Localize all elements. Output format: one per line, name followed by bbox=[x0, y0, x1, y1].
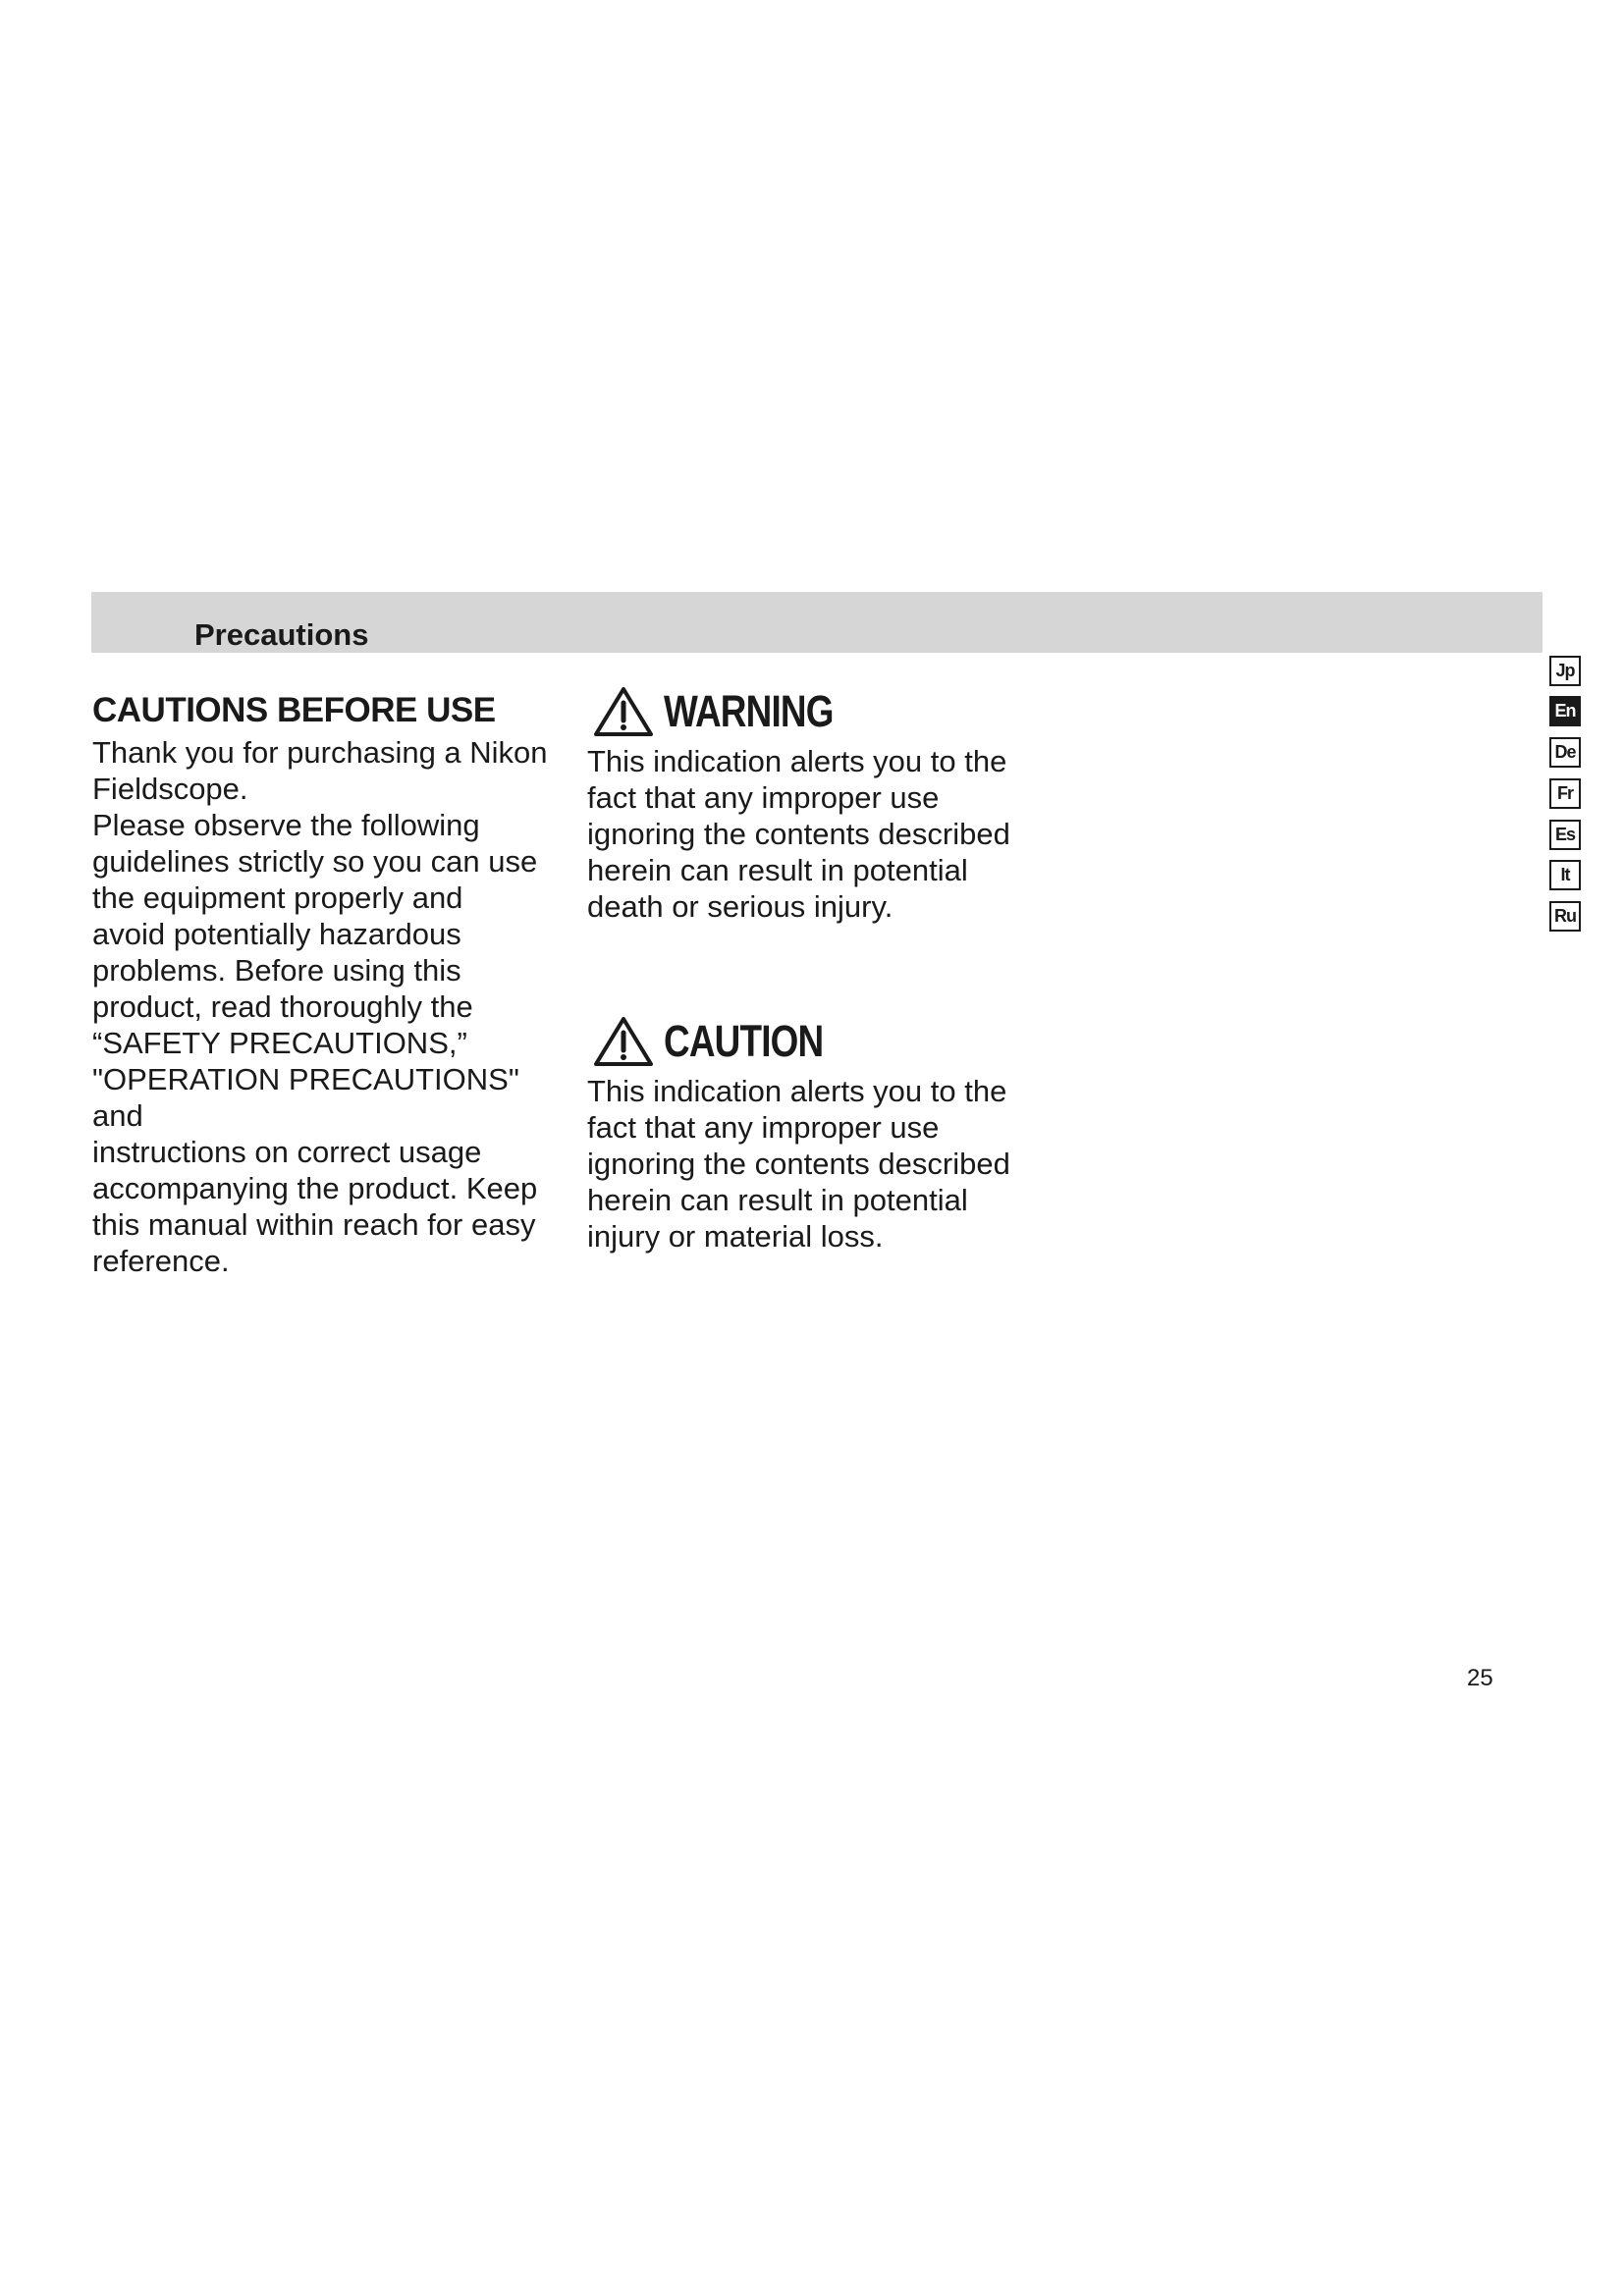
warning-line: death or serious injury. bbox=[587, 889, 893, 924]
caution-line: fact that any improper use bbox=[587, 1110, 940, 1145]
caution-line: This indication alerts you to the bbox=[587, 1074, 1007, 1108]
section-header-bar bbox=[91, 592, 1543, 653]
intro-line: avoid potentially hazardous bbox=[92, 917, 461, 951]
intro-line: guidelines strictly so you can use bbox=[92, 844, 538, 879]
caution-line: herein can result in potential bbox=[587, 1183, 968, 1217]
caution-title: CAUTION bbox=[664, 1016, 824, 1066]
intro-line: “SAFETY PRECAUTIONS,” bbox=[92, 1026, 467, 1060]
intro-line: Please observe the following bbox=[92, 808, 480, 842]
section-title: Precautions bbox=[194, 617, 369, 652]
warning-line: herein can result in potential bbox=[587, 853, 968, 887]
language-tab-es[interactable]: Es bbox=[1549, 820, 1581, 850]
cautions-before-use-section bbox=[92, 687, 564, 1279]
language-tab-jp[interactable]: Jp bbox=[1549, 656, 1581, 686]
intro-line: instructions on correct usage bbox=[92, 1135, 482, 1169]
language-tab-en[interactable]: En bbox=[1549, 696, 1581, 726]
intro-line: Thank you for purchasing a Nikon bbox=[92, 735, 548, 770]
page-number: 25 bbox=[1467, 1665, 1493, 1691]
warning-triangle-icon bbox=[593, 1016, 654, 1067]
intro-line: product, read thoroughly the bbox=[92, 989, 473, 1024]
intro-line: this manual within reach for easy bbox=[92, 1207, 536, 1242]
language-tab-ru[interactable]: Ru bbox=[1549, 901, 1581, 932]
language-tab-fr[interactable]: Fr bbox=[1549, 778, 1581, 809]
cautions-heading: CAUTIONS BEFORE USE bbox=[92, 691, 496, 729]
warning-section bbox=[587, 682, 1098, 925]
language-tab-it[interactable]: It bbox=[1549, 860, 1581, 890]
warning-heading bbox=[587, 682, 1098, 741]
intro-line: reference. bbox=[92, 1244, 230, 1278]
language-tab-de[interactable]: De bbox=[1549, 737, 1581, 768]
intro-line: Fieldscope. bbox=[92, 772, 248, 806]
caution-heading bbox=[587, 1012, 1098, 1071]
caution-section bbox=[587, 1012, 1098, 1255]
caution-line: ignoring the contents described bbox=[587, 1147, 1010, 1181]
intro-line: the equipment properly and bbox=[92, 881, 463, 915]
warning-line: ignoring the contents described bbox=[587, 817, 1010, 851]
warning-line: fact that any improper use bbox=[587, 780, 940, 815]
caution-line: injury or material loss. bbox=[587, 1219, 884, 1254]
intro-line: "OPERATION PRECAUTIONS" and bbox=[92, 1062, 519, 1133]
warning-title: WARNING bbox=[664, 686, 834, 736]
warning-triangle-icon bbox=[593, 686, 654, 737]
warning-line: This indication alerts you to the bbox=[587, 744, 1007, 778]
intro-line: accompanying the product. Keep bbox=[92, 1171, 538, 1205]
intro-line: problems. Before using this bbox=[92, 953, 461, 988]
